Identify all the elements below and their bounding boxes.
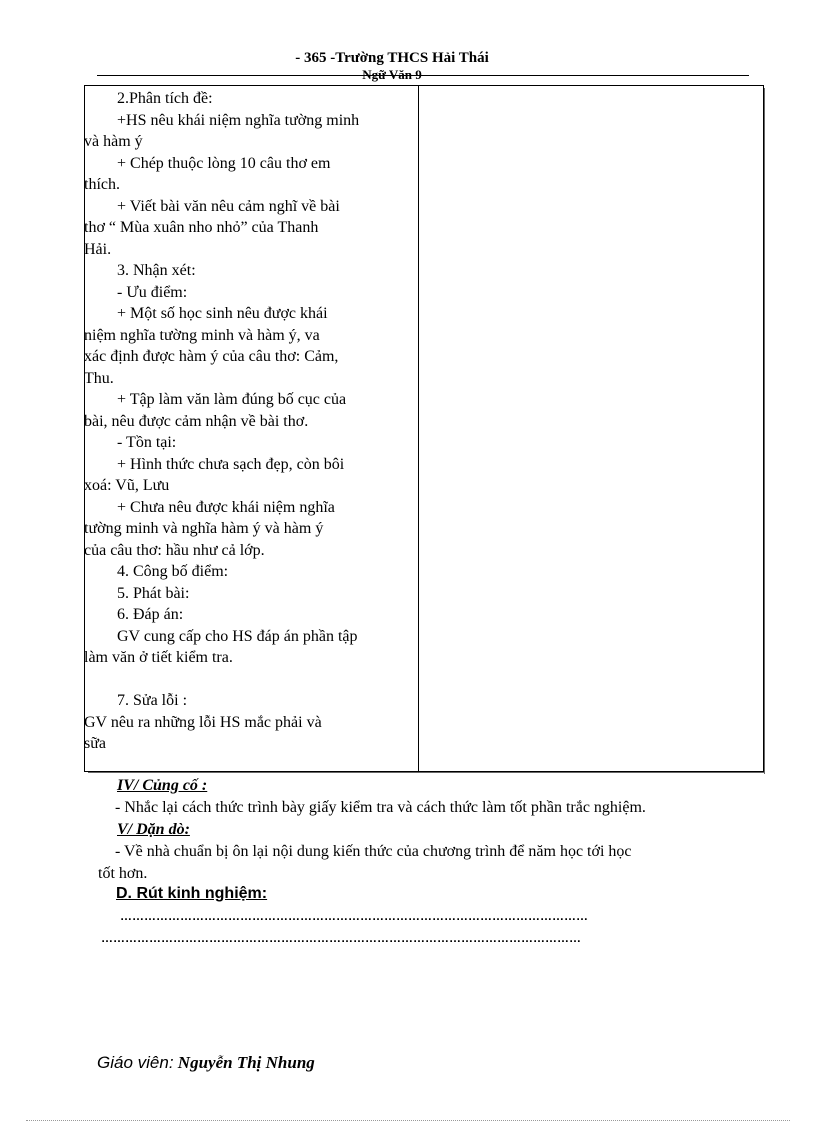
section-homework-text-1: - Về nhà chuẩn bị ôn lại nội dung kiến thức của chương trình để năm học tới học (115, 843, 632, 860)
table-line: + Tập làm văn làm đúng bố cục của (117, 391, 347, 408)
table-line: + Hình thức chưa sạch đẹp, còn bôi (117, 455, 345, 473)
table-line: tường minh và nghĩa hàm ý và hàm ý (84, 520, 324, 537)
section-homework-title: V/ Dặn dò: (117, 821, 190, 838)
table-line: xác định được hàm ý của câu thơ: Cảm, (84, 348, 339, 365)
table-line: niệm nghĩa tường minh và hàm ý, va (84, 326, 320, 344)
table-line: 4. Công bố điểm: (117, 563, 229, 580)
section-homework-text-2: tốt hơn. (98, 865, 148, 882)
table-line: 7. Sửa lỗi : (117, 692, 188, 709)
table-line: 5. Phát bài: (117, 584, 190, 602)
table-line: của câu thơ: hầu như cả lớp. (84, 541, 265, 559)
table-line: + Viết bài văn nêu cảm nghĩ về bài (117, 197, 340, 215)
table-line: + Một số học sinh nêu được khái (117, 305, 328, 322)
table-line: - Tồn tại: (117, 434, 177, 451)
section-consolidation (100, 775, 760, 819)
school-header: - 365 -Trường THCS Hải Thái (295, 50, 489, 66)
teacher-name: Nguyễn Thị Nhung (177, 1053, 315, 1072)
section-experience (100, 883, 760, 905)
table-shadow-right (764, 88, 765, 774)
table-line: +HS nêu khái niệm nghĩa tường minh (117, 111, 360, 129)
dotted-line-2: ………………………………………………………………………………………………………… (101, 931, 581, 945)
teacher-signature (97, 1053, 315, 1073)
table-line: và hàm ý (84, 133, 143, 150)
section-consolidation-title: IV/ Củng cố : (117, 777, 208, 794)
table-shadow-bottom (88, 772, 765, 773)
table-line: + Chép thuộc lòng 10 câu thơ em (117, 154, 331, 172)
table-line: Hải. (84, 240, 112, 258)
table-column-divider (418, 85, 419, 772)
table-line: sữa (84, 735, 106, 752)
table-line: thơ “ Mùa xuân nho nhỏ” của Thanh (84, 219, 319, 236)
table-line: thích. (84, 176, 120, 193)
section-consolidation-text: - Nhắc lại cách thức trình bày giấy kiểm tra và cách thức làm tốt phần trắc nghiệm. (115, 799, 646, 816)
table-line: 6. Đáp án: (117, 606, 184, 623)
page-bottom-border (26, 1120, 790, 1121)
table-line: 2.Phân tích đề: (117, 90, 213, 107)
table-left-column (84, 88, 414, 755)
teacher-role-label: Giáo viên: (97, 1053, 174, 1072)
dotted-line-1: ……………………………………………………………………………………………………… (120, 909, 588, 923)
table-line: Thu. (84, 369, 114, 387)
table-line: làm văn ở tiết kiểm tra. (84, 649, 233, 666)
table-line: 3. Nhận xét: (117, 262, 196, 279)
section-homework (100, 819, 760, 885)
table-line: xoá: Vũ, Lưu (84, 477, 170, 494)
table-line: + Chưa nêu được khái niệm nghĩa (117, 498, 335, 516)
table-line (84, 669, 414, 691)
table-line: bài, nêu được cảm nhận về bài thơ. (84, 412, 309, 430)
table-line: GV nêu ra những lỗi HS mắc phải và (84, 713, 322, 731)
table-line: - Ưu điểm: (117, 283, 188, 301)
table-line: GV cung cấp cho HS đáp án phần tập (117, 627, 358, 645)
subject-header: Ngữ Văn 9 (362, 67, 422, 82)
section-experience-title: D. Rút kinh nghiệm: (116, 885, 268, 902)
